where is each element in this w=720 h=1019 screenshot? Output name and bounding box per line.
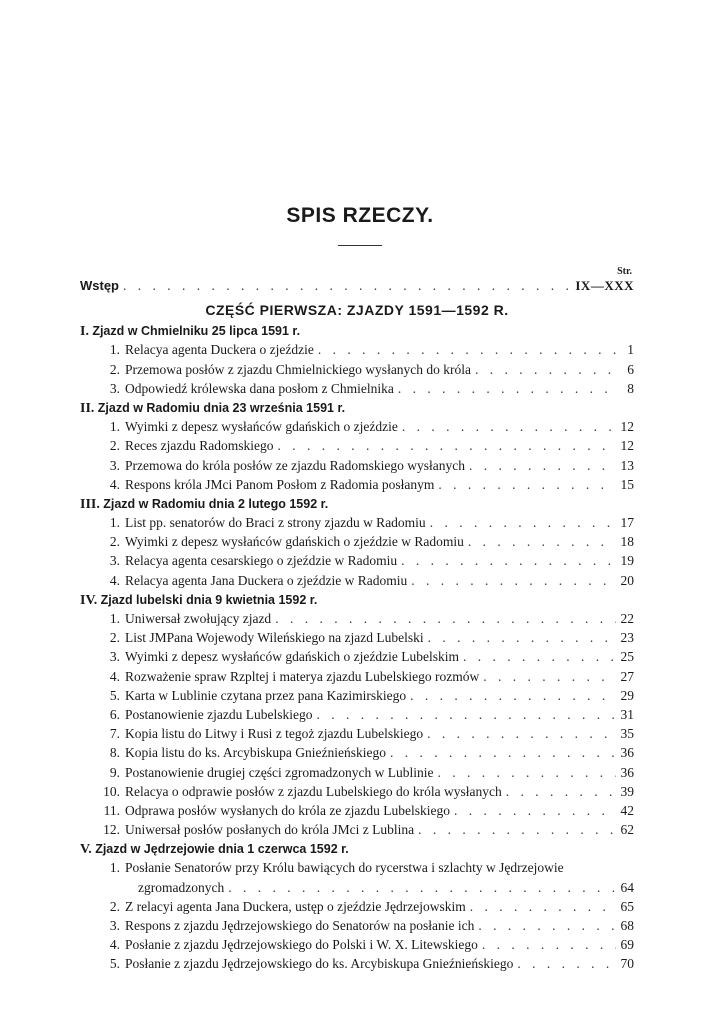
leader-dots [410,686,616,705]
section-items [98,609,634,839]
entry-page: 22 [620,611,634,626]
leader-dots [418,820,616,839]
entry-title: Odprawa posłów wysłanych do króla ze zjazdu Lubelskiego [125,802,451,818]
leader-dots [427,724,616,743]
toc-entry [98,743,634,762]
entry-title: Kopia listu do Litwy i Rusi z tegoż zjazdu Lubelskiego [125,726,424,742]
leader-dots [475,360,616,379]
entry-number: 5. [109,687,120,703]
leader-dots [438,475,616,494]
toc-entry [98,340,634,359]
entry-number: 1. [109,419,120,435]
section-items [98,340,634,398]
section-title: Zjazd w Radomiu dnia 23 września 1591 r. [97,400,346,415]
leader-dots [470,897,616,916]
entry-number: 1. [109,515,120,531]
entry-title: Posłanie z zjazdu Jędrzejowskiego do ks. Arcybiskupa Gnieźnieńskiego [125,956,514,972]
section-title: Zjazd lubelski dnia 9 kwietnia 1592 r. [100,592,318,607]
entry-title: Przemowa do króla posłów ze zjazdu Radomskiego wysłanych [125,457,466,473]
toc-entry [98,686,634,705]
entry-page: 39 [620,783,634,799]
entry-number: 9. [109,764,120,780]
section-number: II. [80,400,95,416]
section-number: IV. [80,592,98,608]
toc-entry [98,417,634,436]
toc-entry [98,628,634,647]
leader-dots [517,954,616,973]
toc-entry [98,360,634,379]
leader-dots [318,340,616,359]
entry-page: 19 [620,553,634,569]
toc-entry [98,551,634,570]
toc-entry [98,897,634,916]
section-title: Zjazd w Radomiu dnia 2 lutego 1592 r. [103,496,329,511]
leader-dots [402,417,616,436]
entry-number: 10. [103,783,120,799]
toc-entry [98,647,634,666]
toc-entry [98,705,634,724]
entry-title: Relacya agenta Jana Duckera o zjeździe w Radomiu [125,572,408,588]
entry-title: Przemowa posłów z zjazdu Chmielnickiego wysłanych do króla [125,361,472,377]
entry-title: Kopia listu do ks. Arcybiskupa Gnieźnieńskiego [125,745,386,761]
toc-entry-continuation [98,878,634,897]
toc-entry [98,513,634,532]
entry-number: 1. [109,860,120,876]
entry-page: 15 [620,476,634,492]
entry-title: Postanowienie zjazdu Lubelskiego [125,706,313,722]
entry-title: Relacya agenta Duckera o zjeździe [125,342,314,358]
table-of-contents [80,276,634,974]
entry-number: 3. [109,380,120,396]
leader-dots [478,916,616,935]
entry-title: Rozważenie spraw Rzpltej i materya zjazdu Lubelskiego rozmów [125,668,480,684]
entry-title: Wyimki z depesz wysłańców gdańskich o zjeździe w Radomiu [125,534,464,550]
entry-page: 12 [620,419,634,435]
entry-page: 18 [620,534,634,550]
section-number: I. [80,324,89,340]
toc-entry [98,456,634,475]
entry-number: 8. [109,745,120,761]
section-title: Zjazd w Jędrzejowie dnia 1 czerwca 1592 r. [95,842,349,857]
section-number: V. [80,842,92,858]
entry-page: 27 [620,668,634,684]
entry-page: 12 [620,438,634,454]
entry-number: 2. [109,361,120,377]
section-items [98,513,634,590]
entry-number: 1. [109,342,120,358]
entry-page: 6 [627,361,634,377]
entry-page: 17 [620,515,634,531]
leader-dots [506,782,616,801]
entry-title: Posłanie z zjazdu Jędrzejowskiego do Polski i W. X. Litewskiego [125,937,478,953]
toc-entry [98,763,634,782]
section-heading [80,590,634,609]
toc-sections [80,321,634,973]
leader-dots [316,705,616,724]
leader-dots [398,379,616,398]
leader-dots [463,647,616,666]
entry-number: 2. [109,438,120,454]
toc-entry [98,475,634,494]
entry-page: 8 [627,380,634,396]
entry-page: 29 [620,687,634,703]
entry-title: Z relacyi agenta Jana Duckera, ustęp o zjeździe Jędrzejowskim [125,898,466,914]
toc-entry [98,858,634,877]
entry-number: 3. [109,918,120,933]
entry-page: 13 [620,457,634,473]
leader-dots [469,456,616,475]
leader-dots [277,436,616,455]
section-items [98,417,634,494]
entry-number: 11. [103,802,120,818]
entry-title: List JMPana Wojewody Wileńskiego na zjazd Lubelski [125,630,424,646]
entry-title: Odpowiedź królewska dana posłom z Chmielnika [125,380,394,396]
entry-page: 23 [620,630,634,646]
entry-number: 6. [109,706,120,722]
section-number: III. [80,496,100,512]
entry-page: 69 [620,937,634,953]
entry-number: 3. [109,649,120,665]
toc-entry [98,801,634,820]
entry-number: 4. [109,476,120,492]
entry-title: List pp. senatorów do Braci z strony zjazdu w Radomiu [125,515,426,531]
toc-entry [98,954,634,973]
entry-title: Relacya o odprawie posłów z zjazdu Lubelskiego do króla wysłanych [125,783,502,799]
entry-page: 65 [620,898,634,914]
entry-number: 3. [109,457,120,473]
leader-dots [430,513,616,532]
entry-page: 1 [627,342,634,358]
entry-page: 68 [620,918,634,933]
toc-entry [98,379,634,398]
leader-dots [482,935,616,954]
entry-title: Uniwersał posłów posłanych do króla JMci z Lublina [125,822,415,838]
entry-page: 36 [620,764,634,780]
leader-dots [411,571,616,590]
toc-entry [98,436,634,455]
leader-dots [228,878,616,897]
leader-dots [454,801,616,820]
leader-dots [275,609,616,628]
entry-number: 3. [109,553,120,569]
leader-dots [390,743,616,762]
entry-number: 2. [109,898,120,914]
entry-number: 1. [109,611,120,626]
entry-page: 42 [620,802,634,818]
entry-page: 25 [620,649,634,665]
entry-number: 4. [109,572,120,588]
entry-number: 4. [109,937,120,953]
section-heading [80,398,634,417]
entry-title: Uniwersał zwołujący zjazd [125,611,272,626]
intro-label: Wstęp [80,278,119,293]
entry-number: 5. [109,956,120,972]
entry-page: 36 [620,745,634,761]
leader-dots [401,551,616,570]
entry-title: Wyimki z depesz wysłańców gdańskich o zjeździe Lubelskim [125,649,459,665]
leader-dots [123,276,571,295]
section-heading [80,321,634,340]
entry-page: 64 [620,879,634,895]
section-title: Zjazd w Chmielniku 25 lipca 1591 r. [92,324,301,339]
leader-dots [483,667,616,686]
toc-entry [98,571,634,590]
entry-title: Respons z zjazdu Jędrzejowskiego do Senatorów na posłanie ich [125,918,475,933]
toc-entry [98,782,634,801]
section-heading [80,839,634,858]
entry-title: Reces zjazdu Radomskiego [125,438,274,454]
leader-dots [468,532,616,551]
toc-intro-row [80,276,634,295]
entry-page: 31 [620,706,634,722]
entry-page: 35 [620,726,634,742]
toc-entry [98,724,634,743]
toc-entry [98,935,634,954]
entry-title-continued: zgromadzonych [138,879,225,895]
entry-title: Respons króla JMci Panom Posłom z Radomia posłanym [125,476,435,492]
entry-title: Posłanie Senatorów przy Królu bawiących do rycerstwa i szlachty w Jędrzejowie [125,860,564,876]
toc-entry [98,916,634,935]
entry-number: 2. [109,630,120,646]
title-divider [338,245,382,246]
part-heading: CZĘŚĆ PIERWSZA: ZJAZDY 1591—1592 R. [205,302,509,319]
entry-page: 20 [620,572,634,588]
toc-entry [98,667,634,686]
leader-dots [428,628,616,647]
intro-page: IX—XXX [575,278,634,293]
toc-entry [98,532,634,551]
entry-title: Wyimki z depesz wysłańców gdańskich o zjeździe [125,419,398,435]
toc-entry [98,820,634,839]
entry-number: 12. [103,822,120,838]
entry-page: 62 [620,822,634,838]
section-heading [80,494,634,513]
entry-number: 2. [109,534,120,550]
entry-title: Karta w Lublinie czytana przez pana Kazimirskiego [125,687,407,703]
entry-page: 70 [620,956,634,972]
page-title: SPIS RZECZY. [286,204,434,227]
leader-dots [438,763,616,782]
entry-number: 7. [109,726,120,742]
entry-number: 4. [109,668,120,684]
page-column-label: Str. [617,266,632,277]
entry-title: Relacya agenta cesarskiego o zjeździe w Radomiu [125,553,398,569]
section-items [98,858,634,973]
entry-title: Postanowienie drugiej części zgromadzonych w Lublinie [125,764,434,780]
toc-entry [98,609,634,628]
